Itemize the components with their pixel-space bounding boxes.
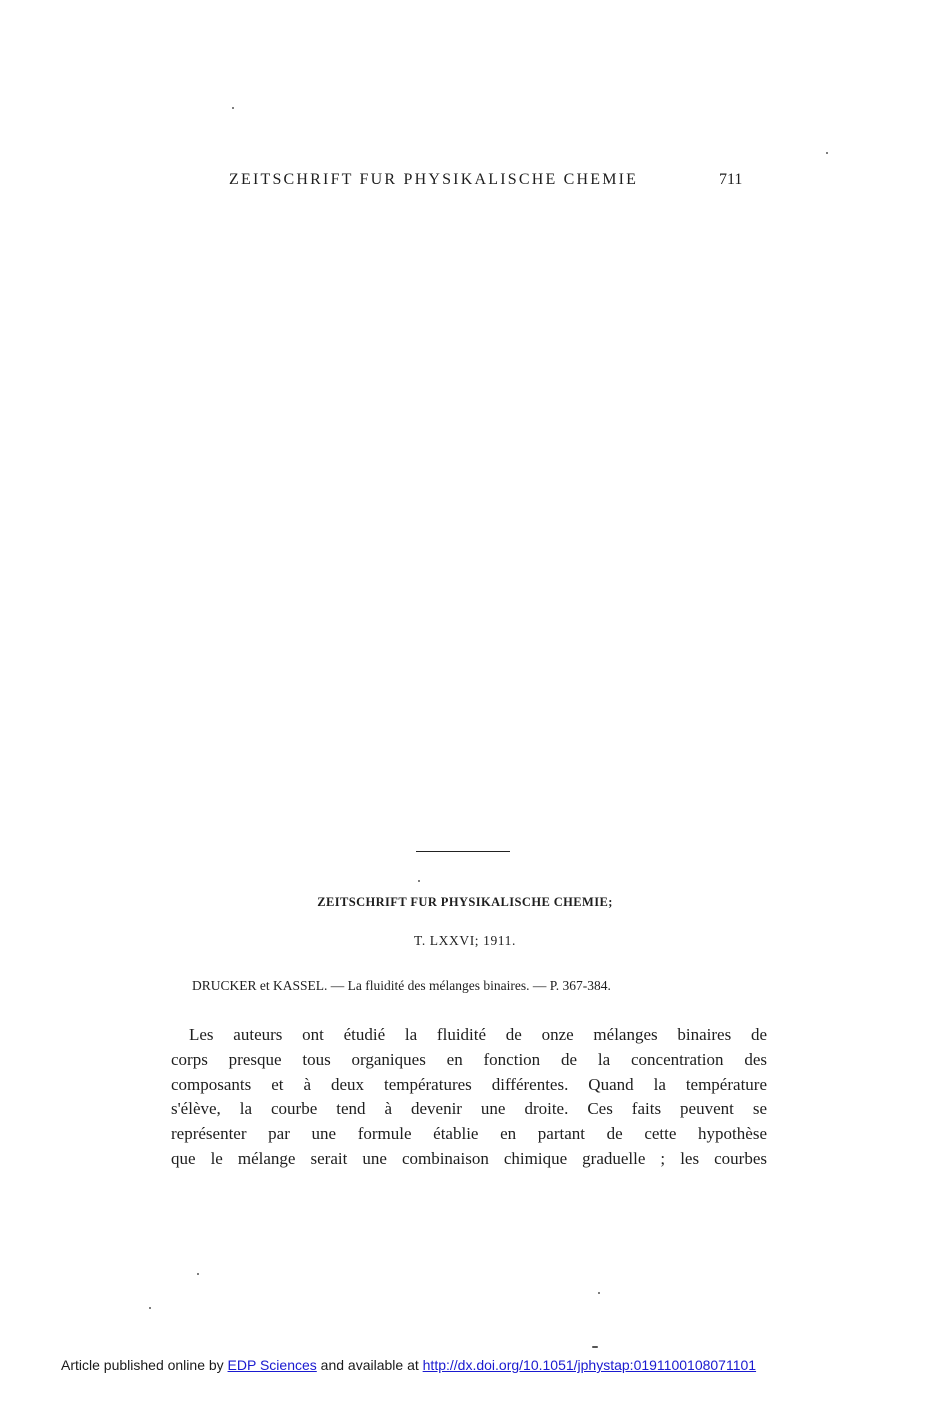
footer-middle: and available at: [316, 1357, 423, 1373]
running-header: [0, 171, 930, 195]
abstract-line: représenter par une formule établie en partant de cette hypothèse: [171, 1124, 767, 1144]
doi-link[interactable]: http://dx.doi.org/10.1051/jphystap:0191100108071101: [422, 1357, 757, 1373]
scan-speck: [592, 1346, 598, 1348]
scan-speck: [197, 1273, 199, 1275]
scan-speck: [598, 1292, 600, 1294]
running-title: ZEITSCHRIFT FUR PHYSIKALISCHE CHEMIE: [229, 171, 639, 188]
abstract-line: s'élève, la courbe tend à devenir une droite. Ces faits peuvent se: [171, 1099, 767, 1119]
section-divider: [416, 851, 510, 852]
abstract-line: Les auteurs ont étudié la fluidité de onze mélanges binaires de: [189, 1025, 767, 1044]
article-reference: DRUCKER et KASSEL. — La fluidité des mélanges binaires. — P. 367-384.: [192, 978, 611, 993]
scan-speck: [826, 152, 828, 154]
edp-sciences-link[interactable]: EDP Sciences: [227, 1357, 317, 1373]
abstract-line: corps presque tous organiques en fonction de la concentration des: [171, 1049, 767, 1069]
publication-footer: [61, 1357, 756, 1373]
journal-heading: ZEITSCHRIFT FUR PHYSIKALISCHE CHEMIE;: [317, 895, 613, 909]
abstract-paragraph: [171, 1023, 767, 1172]
scan-speck: [232, 107, 234, 109]
volume-line: T. LXXVI; 1911.: [414, 933, 516, 948]
scan-speck: [149, 1307, 151, 1309]
footer-prefix: Article published online by: [61, 1357, 228, 1373]
abstract-line: composants et à deux températures différentes. Quand la température: [171, 1074, 767, 1094]
page-number: 711: [719, 171, 743, 188]
scan-speck: [418, 880, 420, 882]
abstract-line: que le mélange serait une combinaison chimique graduelle ; les courbes: [171, 1148, 767, 1168]
